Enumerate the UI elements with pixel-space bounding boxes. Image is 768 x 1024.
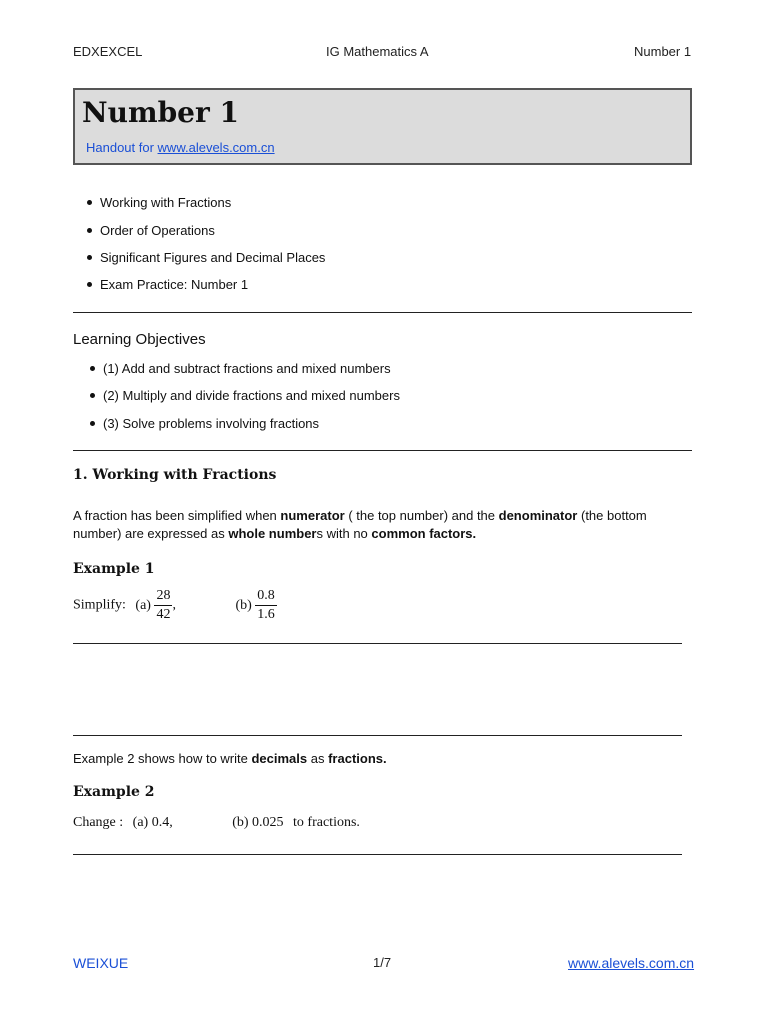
intro-bold: common factors.: [371, 526, 477, 541]
bullet-icon: [87, 200, 92, 205]
example-2-problem: [73, 815, 360, 831]
topic-label: Exam Practice: Number 1: [100, 277, 249, 292]
topic-label: Order of Operations: [100, 223, 215, 238]
example-1-prompt: Simplify:: [73, 597, 126, 613]
topic-item: [87, 250, 325, 265]
example-1-heading: Example 1: [73, 561, 155, 577]
intro-bold: decimals: [251, 751, 308, 766]
part-b-label: (b): [235, 597, 252, 613]
objective-item: [90, 361, 391, 376]
fraction-b: [255, 587, 277, 624]
intro-text: as: [307, 751, 329, 766]
header-right: Number 1: [634, 44, 692, 59]
bullet-icon: [90, 366, 95, 371]
divider: [73, 312, 692, 313]
part-a-separator: ,: [172, 597, 176, 613]
learning-objectives-heading: Learning Objectives: [73, 331, 206, 348]
header-center: IG Mathematics A: [326, 44, 429, 59]
topic-label: Working with Fractions: [100, 195, 232, 210]
bullet-icon: [87, 255, 92, 260]
divider: [73, 450, 692, 451]
page-title: Number 1: [82, 96, 239, 129]
intro-text: Example 2 shows how to write: [73, 751, 252, 766]
answer-line: [73, 735, 682, 736]
fraction-a-denominator: 42: [156, 607, 171, 622]
objective-label: (2) Multiply and divide fractions and mixed numbers: [103, 388, 400, 403]
intro-text: ( the top number) and the: [344, 508, 499, 523]
handout-prefix: Handout for: [86, 140, 158, 155]
section-heading: 1. Working with Fractions: [73, 467, 277, 483]
fraction-b-denominator: 1.6: [257, 607, 275, 622]
bullet-icon: [90, 393, 95, 398]
intro-text: s with no: [316, 526, 372, 541]
fraction-a: [154, 587, 172, 624]
fraction-a-numerator: 28: [154, 587, 172, 606]
intro-bold: numerator: [280, 508, 345, 523]
objective-label: (1) Add and subtract fractions and mixed numbers: [103, 361, 391, 376]
objective-item: [90, 416, 319, 431]
fraction-intro: [73, 507, 673, 543]
page-number: 1/7: [373, 955, 392, 970]
example-2-suffix: to fractions.: [293, 815, 360, 830]
example-2-intro: [73, 750, 387, 768]
fraction-b-numerator: 0.8: [255, 587, 277, 606]
handout-link[interactable]: www.alevels.com.cn: [157, 140, 275, 155]
part-a-label: (a): [135, 597, 151, 613]
handout-line: [86, 140, 275, 155]
objective-item: [90, 388, 400, 403]
footer-left: WEIXUE: [73, 955, 129, 971]
part-b: (b) 0.025: [232, 815, 284, 830]
title-box: [73, 88, 692, 165]
topic-item: [87, 195, 231, 210]
topic-item: [87, 277, 248, 292]
footer-link[interactable]: www.alevels.com.cn: [568, 955, 695, 971]
intro-text: (the bottom number) are expressed as: [73, 508, 647, 541]
intro-text: A fraction has been simplified when: [73, 508, 281, 523]
bullet-icon: [87, 228, 92, 233]
example-2-prompt: Change :: [73, 815, 124, 830]
intro-bold: fractions.: [328, 751, 387, 766]
intro-bold: whole number: [228, 526, 317, 541]
bullet-icon: [90, 421, 95, 426]
answer-line: [73, 643, 682, 644]
topic-label: Significant Figures and Decimal Places: [100, 250, 326, 265]
answer-line: [73, 854, 682, 855]
intro-bold: denominator: [498, 508, 578, 523]
part-a: (a) 0.4,: [132, 815, 173, 830]
bullet-icon: [87, 282, 92, 287]
objective-label: (3) Solve problems involving fractions: [103, 416, 320, 431]
example-1-problem: [73, 587, 277, 624]
topic-item: [87, 223, 215, 238]
example-2-heading: Example 2: [73, 784, 155, 800]
header-left: EDXEXCEL: [73, 44, 143, 59]
